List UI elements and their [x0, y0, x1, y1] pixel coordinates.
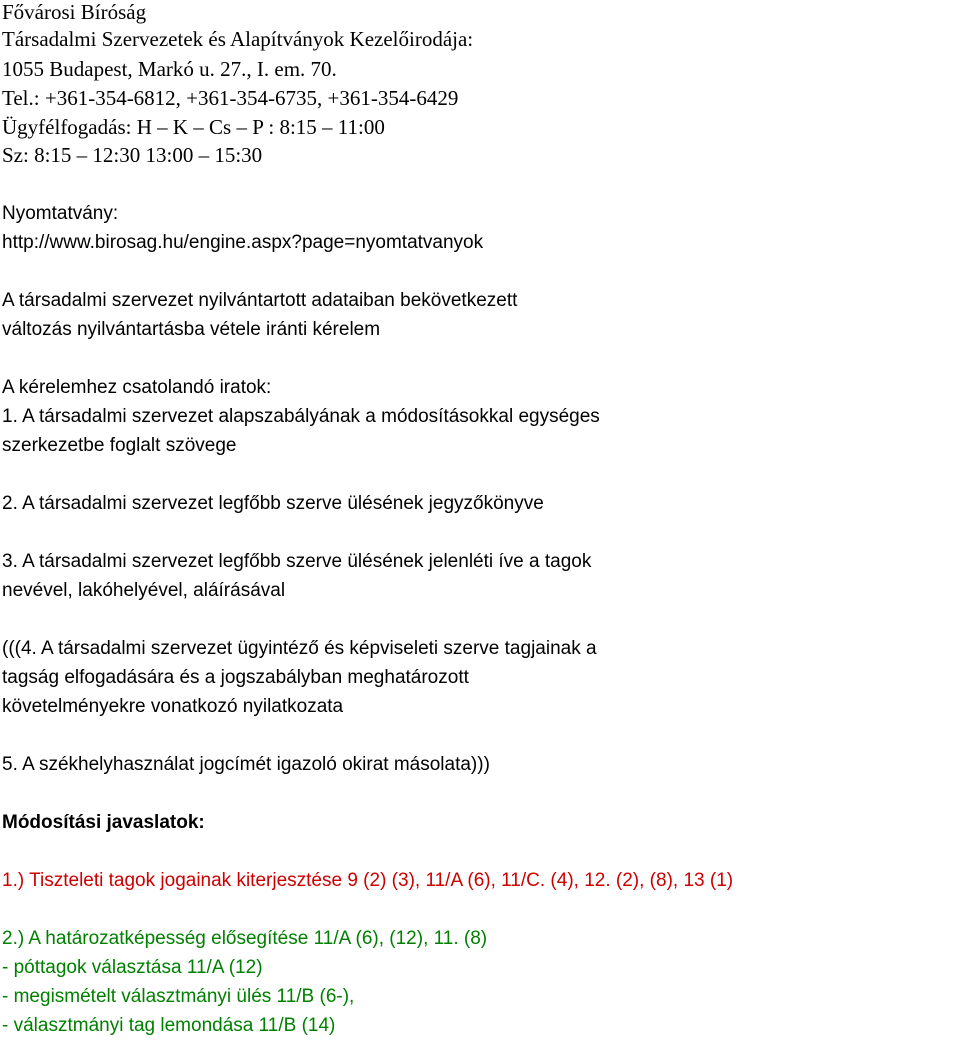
court-name: Fővárosi Bíróság: [2, 0, 147, 24]
office-hours-1: Ügyfélfogadás: H – K – Cs – P : 8:15 – 11:00: [2, 115, 385, 139]
proposal-item-1: 1.) Tiszteleti tagok jogainak kiterjesztése 9 (2) (3), 11/A (6), 11/C. (4), 12. (2), (8), 13 (1): [2, 870, 734, 891]
office-name: Társadalmi Szervezetek és Alapítványok Kezelőirodája:: [2, 27, 474, 51]
proposals-heading: Módosítási javaslatok:: [2, 812, 205, 833]
proposal-item-2-sub-1: - póttagok választása 11/A (12): [2, 957, 263, 978]
attachment-item-4-line-2: tagság elfogadására és a jogszabályban meghatározott: [2, 667, 469, 688]
proposal-item-2-title: 2.) A határozatképesség elősegítése 11/A (6), (12), 11. (8): [2, 928, 488, 949]
attachment-item-3-line-1: 3. A társadalmi szervezet legfőbb szerve ülésének jelenléti íve a tagok: [2, 551, 592, 572]
proposal-item-2-sub-2: - megismételt választmányi ülés 11/B (6-),: [2, 986, 355, 1007]
attachment-item-1-line-1: 1. A társadalmi szervezet alapszabályának a módosításokkal egységes: [2, 406, 600, 427]
attachment-item-1-line-2: szerkezetbe foglalt szövege: [2, 435, 237, 456]
office-hours-2: Sz: 8:15 – 12:30 13:00 – 15:30: [2, 143, 263, 167]
proposal-item-2-sub-3: - választmányi tag lemondása 11/B (14): [2, 1015, 336, 1036]
office-phone: Tel.: +361-354-6812, +361-354-6735, +361-354-6429: [2, 86, 459, 110]
attachments-heading: A kérelemhez csatolandó iratok:: [2, 377, 272, 398]
office-address: 1055 Budapest, Markó u. 27., I. em. 70.: [2, 57, 337, 81]
attachment-item-5: 5. A székhelyhasználat jogcímét igazoló okirat másolata))): [2, 754, 490, 775]
request-title-line-2: változás nyilvántartásba vétele iránti kérelem: [2, 319, 381, 340]
attachment-item-4-line-3: követelményekre vonatkozó nyilatkozata: [2, 696, 344, 717]
attachment-item-2: 2. A társadalmi szervezet legfőbb szerve ülésének jegyzőkönyve: [2, 493, 544, 514]
form-label: Nyomtatvány:: [2, 203, 119, 224]
form-url-link[interactable]: http://www.birosag.hu/engine.aspx?page=nyomtatvanyok: [2, 232, 484, 253]
request-title-line-1: A társadalmi szervezet nyilvántartott adataiban bekövetkezett: [2, 290, 518, 311]
attachment-item-3-line-2: nevével, lakóhelyével, aláírásával: [2, 580, 286, 601]
attachment-item-4-line-1: (((4. A társadalmi szervezet ügyintéző és képviseleti szerve tagjainak a: [2, 638, 597, 659]
